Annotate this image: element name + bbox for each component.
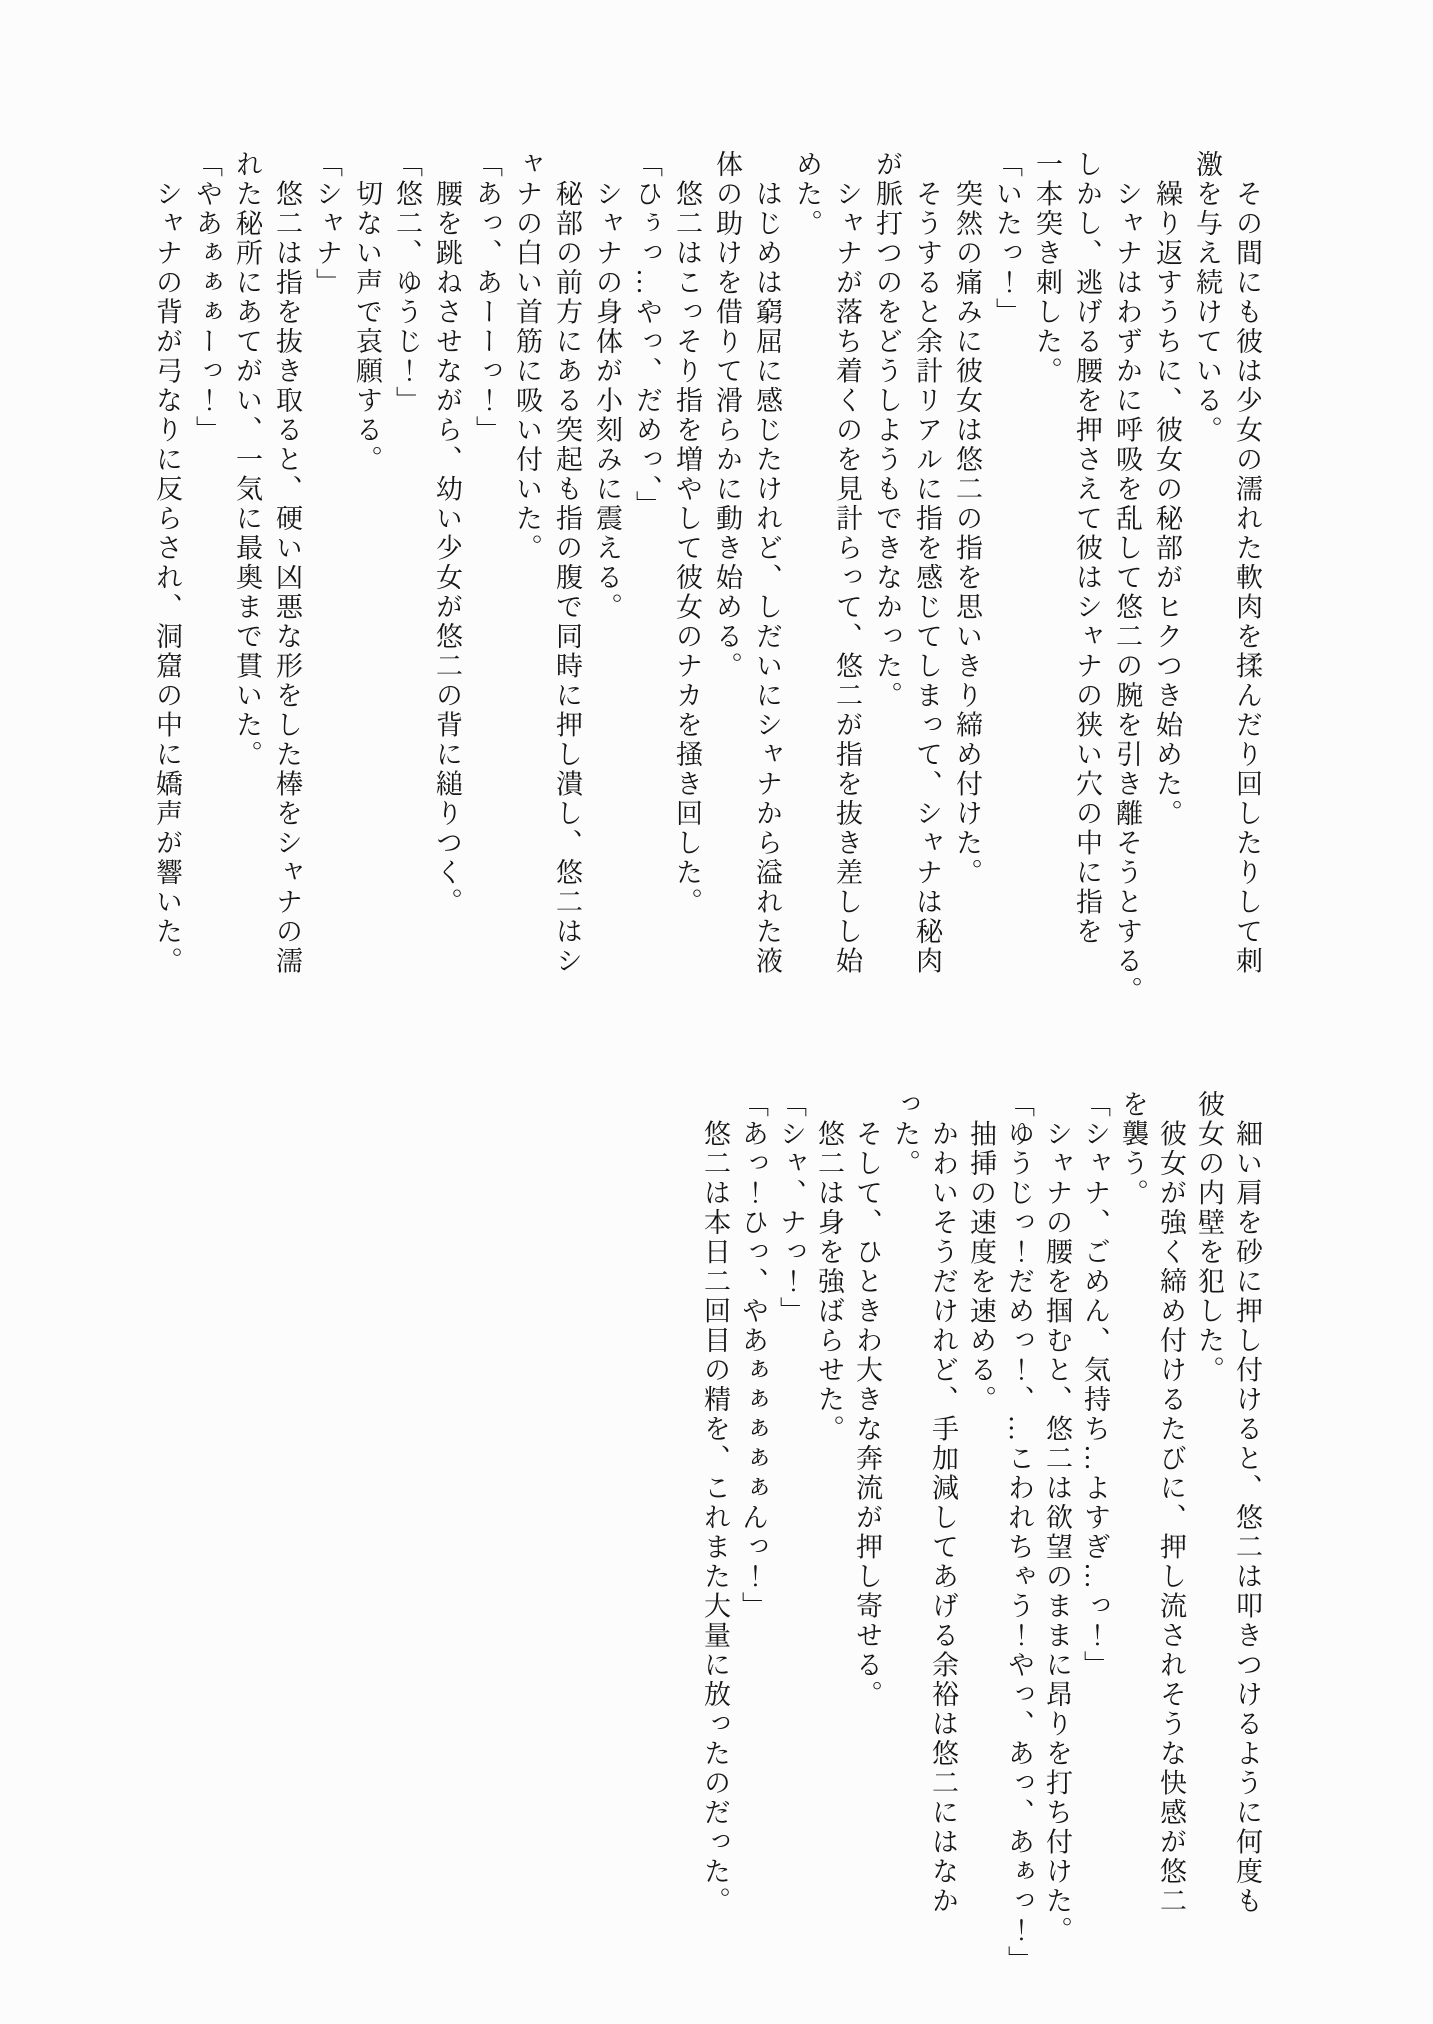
bottom-text-block: [694, 1090, 1266, 1980]
text-column: シャナはわずかに呼吸を乱して悠二の腕を引き離そうとする。: [1112, 150, 1142, 1006]
text-column: 繰り返すうちに、彼女の秘部がヒクつき始めた。: [1152, 150, 1182, 829]
text-column: 抽挿の速度を速める。: [966, 1090, 996, 1415]
text-column: 「シャナ、ごめん、気持ち…よすぎ…っ！」: [1080, 1090, 1110, 1680]
text-column: そうすると余計リアルに指を感じてしまって、シャナは秘肉: [912, 150, 942, 976]
text-column: そして、ひときわ大きな奔流が押し寄せる。: [852, 1090, 882, 1710]
text-column: 悠二は身を強ばらせた。: [814, 1090, 844, 1444]
text-column: 彼女が強く締め付けるたびに、押し流されそうな快感が悠二: [1156, 1090, 1186, 1916]
text-column: めた。: [792, 150, 822, 239]
text-column: シャナが落ち着くのを見計らって、悠二が指を抜き差しし始: [832, 150, 862, 976]
text-column: 「あっ！ひっ、やあぁぁぁぁぁんっ！」: [738, 1090, 768, 1621]
text-column: 「ゆうじっ！だめっ！、…こわれちゃう！やっ、あっ、あぁっ！」: [1004, 1090, 1034, 1975]
top-text-block: [145, 150, 1267, 1006]
text-column: 「ひぅっ…やっ、だめっ、」: [632, 150, 662, 520]
text-column: 体の助けを借りて滑らかに動き始める。: [712, 150, 742, 681]
text-column: が脈打つのをどうしようもできなかった。: [872, 150, 902, 711]
text-column: 一本突き刺した。: [1032, 150, 1062, 386]
text-column: 悠二はこっそり指を増やして彼女のナカを掻き回した。: [672, 150, 702, 917]
text-column: 「シャナ」: [312, 150, 342, 298]
text-column: はじめは窮屈に感じたけれど、しだいにシャナから溢れた液: [752, 150, 782, 976]
text-column: を襲う。: [1118, 1090, 1148, 1208]
text-column: った。: [890, 1090, 920, 1179]
text-column: れた秘所にあてがい、一気に最奥まで貫いた。: [232, 150, 262, 770]
text-column: シャナの腰を掴むと、悠二は欲望のままに昂りを打ち付けた。: [1042, 1090, 1072, 1946]
text-column: 細い肩を砂に押し付けると、悠二は叩きつけるように何度も: [1232, 1090, 1262, 1916]
text-column: その間にも彼は少女の濡れた軟肉を揉んだり回したりして刺: [1232, 150, 1262, 976]
text-column: 突然の痛みに彼女は悠二の指を思いきり締め付けた。: [952, 150, 982, 888]
text-column: 「あっ、あーーっ！」: [472, 150, 502, 445]
text-column: 秘部の前方にある突起も指の腹で同時に押し潰し、悠二はシ: [552, 150, 582, 976]
text-column: 悠二は指を抜き取ると、硬い凶悪な形をした棒をシャナの濡: [272, 150, 302, 976]
text-column: 腰を跳ねさせながら、幼い少女が悠二の背に縋りつく。: [432, 150, 462, 917]
text-column: 「いたっ！」: [992, 150, 1022, 327]
text-column: 「シャ、ナっ！」: [776, 1090, 806, 1326]
text-column: 「やあぁぁぁーっ！」: [192, 150, 222, 445]
text-column: 悠二は本日二回目の精を、これまた大量に放ったのだった。: [700, 1090, 730, 1916]
text-column: 彼女の内壁を犯した。: [1194, 1090, 1224, 1385]
text-column: 「悠二、ゆうじ！」: [392, 150, 422, 416]
text-column: シャナの身体が小刻みに震える。: [592, 150, 622, 622]
text-column: 切ない声で哀願する。: [352, 150, 382, 475]
text-column: 激を与え続けている。: [1192, 150, 1222, 445]
text-column: シャナの背が弓なりに反らされ、洞窟の中に嬌声が響いた。: [152, 150, 182, 976]
text-column: しかし、逃げる腰を押さえて彼はシャナの狭い穴の中に指を: [1072, 150, 1102, 947]
text-column: ャナの白い首筋に吸い付いた。: [512, 150, 542, 563]
text-column: かわいそうだけれど、手加減してあげる余裕は悠二にはなか: [928, 1090, 958, 1916]
